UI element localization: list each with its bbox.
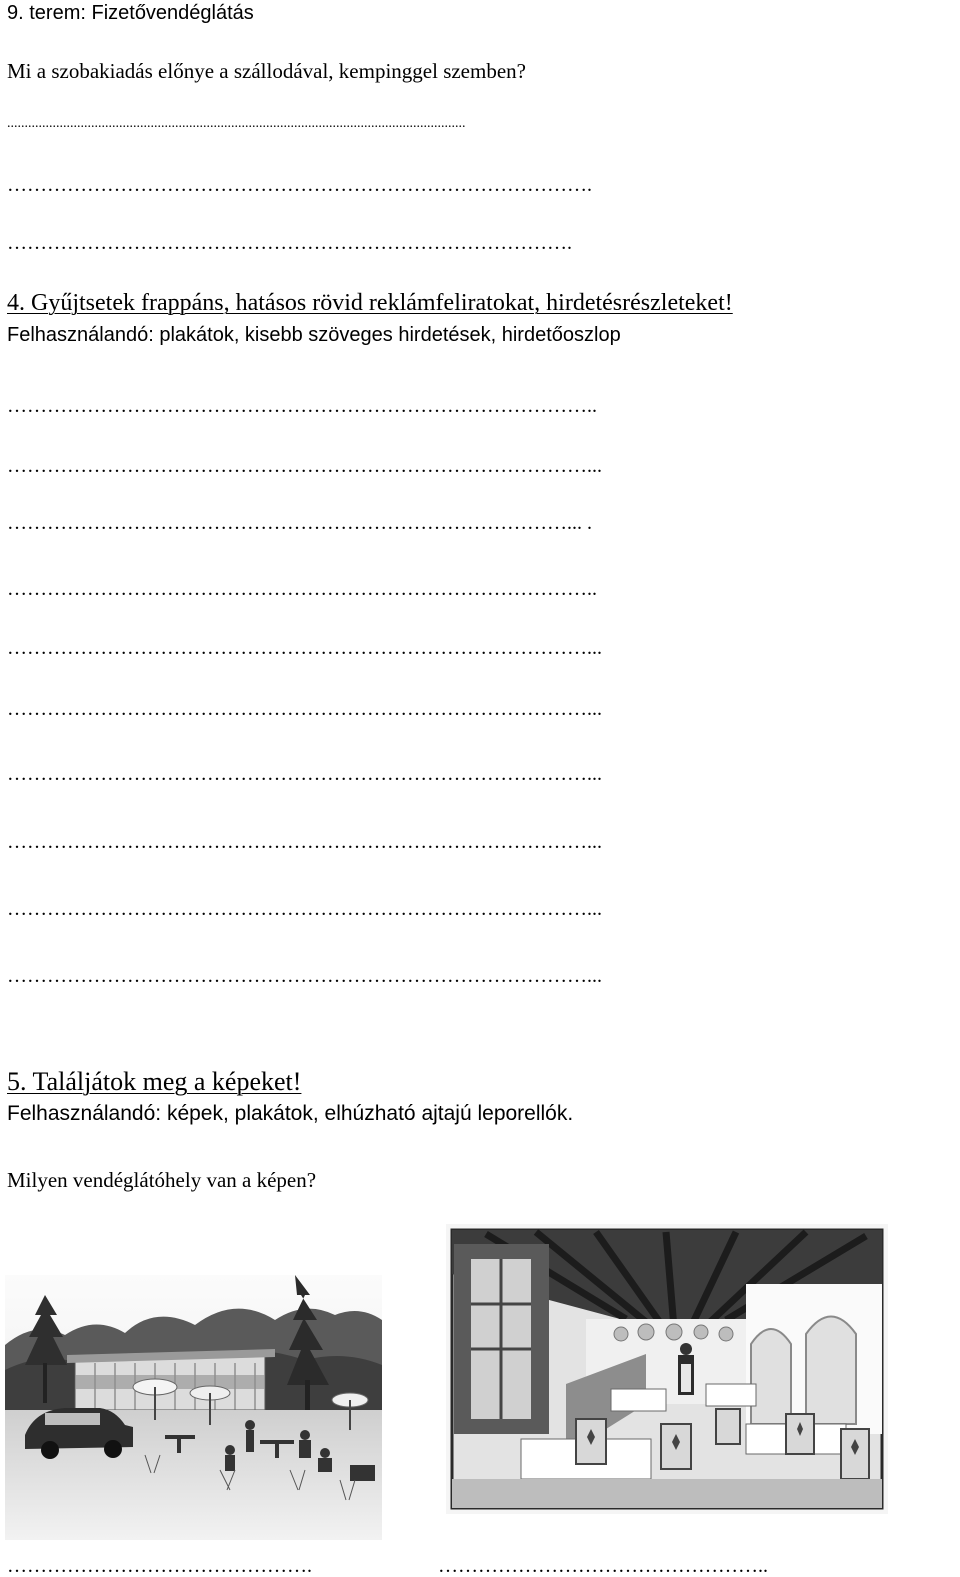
q3-question: Mi a szobakiadás előnye a szállodával, kempinggel szemben?: [7, 59, 526, 83]
q4-answer-line[interactable]: ……………………………………………………………………………..: [7, 579, 597, 599]
q5-usable: Felhasználandó: képek, plakátok, elhúzható ajtajú leporellók.: [7, 1102, 574, 1125]
q3-answer-line[interactable]: ...................................................................................................................................: [7, 117, 466, 131]
photo-camping-illustration: [5, 1275, 382, 1540]
q5-title: 5. Találjátok meg a képeket!: [7, 1067, 302, 1096]
q4-usable: Felhasználandó: plakátok, kisebb szöveges hirdetések, hirdetőoszlop: [7, 324, 621, 346]
q4-answer-line[interactable]: ……………………………………………………………………………..: [7, 396, 597, 416]
q4-answer-line[interactable]: ……………………………………………………………………………...: [7, 456, 602, 476]
q4-answer-line[interactable]: ……………………………………………………………………………...: [7, 899, 602, 919]
q4-answer-line[interactable]: ……………………………………………………………………………...: [7, 764, 602, 784]
q3-answer-line[interactable]: ………………………………………………………………………….: [7, 233, 572, 253]
q4-answer-line[interactable]: ……………………………………………………………………………...: [7, 699, 602, 719]
q5-question: Milyen vendéglátóhely van a képen?: [7, 1168, 317, 1192]
page-title: 9. terem: Fizetővendéglátás: [7, 2, 254, 24]
photo-camping: [5, 1275, 382, 1540]
photo-restaurant: [446, 1224, 888, 1514]
q4-answer-line[interactable]: …………………………………………………………………………... .: [7, 513, 592, 533]
q3-answer-line[interactable]: …………………………………………………………………………….: [7, 175, 592, 195]
q4-answer-line[interactable]: ……………………………………………………………………………...: [7, 966, 602, 986]
q4-title: 4. Gyűjtsetek frappáns, hatásos rövid reklámfeliratokat, hirdetésrészleteket!: [7, 290, 733, 316]
caption-right-line[interactable]: …………………………………………..: [438, 1555, 768, 1577]
caption-left-line[interactable]: ……………………………………….: [7, 1555, 312, 1577]
q4-answer-line[interactable]: ……………………………………………………………………………...: [7, 832, 602, 852]
q4-answer-line[interactable]: ……………………………………………………………………………...: [7, 638, 602, 658]
photo-restaurant-illustration: [446, 1224, 888, 1514]
